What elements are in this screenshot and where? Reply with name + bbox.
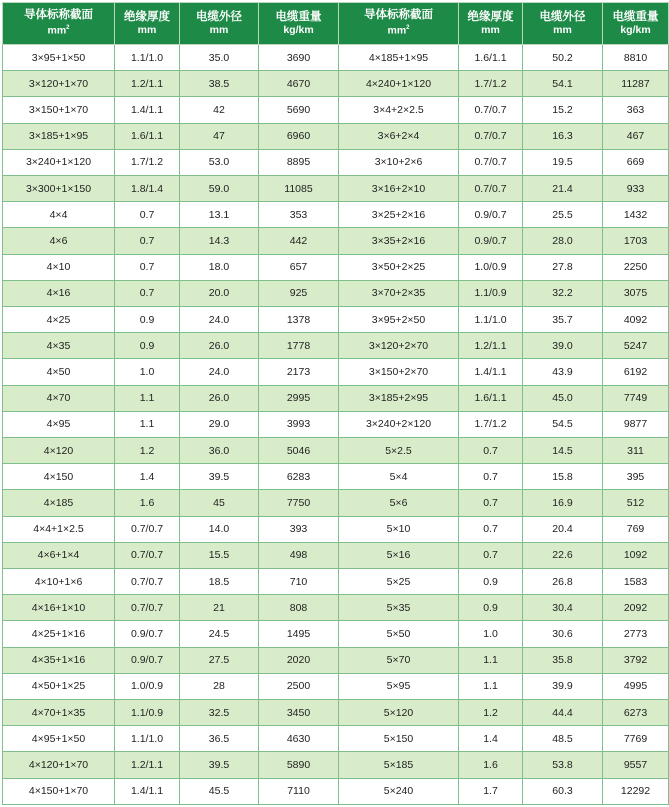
table-cell: 3×150+1×70 [3, 97, 115, 123]
table-cell: 1778 [259, 333, 339, 359]
table-cell: 4×25 [3, 307, 115, 333]
table-row [3, 726, 669, 752]
table-cell: 0.7/0.7 [115, 516, 180, 542]
table-cell: 4×95+1×50 [3, 726, 115, 752]
table-cell: 44.4 [523, 700, 603, 726]
table-cell: 1378 [259, 307, 339, 333]
table-row [3, 71, 669, 97]
column-unit [341, 22, 456, 38]
table-cell: 12292 [603, 778, 669, 804]
table-cell: 9557 [603, 752, 669, 778]
table-cell: 26.0 [180, 385, 259, 411]
table-cell: 4×16+1×10 [3, 595, 115, 621]
table-cell: 363 [603, 97, 669, 123]
table-cell: 45.5 [180, 778, 259, 804]
table-cell: 5890 [259, 752, 339, 778]
table-cell: 808 [259, 595, 339, 621]
column-unit-text: mm [47, 24, 67, 37]
table-cell: 5×4 [339, 464, 459, 490]
table-cell: 30.6 [523, 621, 603, 647]
table-cell: 3993 [259, 411, 339, 437]
table-cell: 1.1/1.0 [459, 307, 523, 333]
table-cell: 5×16 [339, 542, 459, 568]
table-cell: 3450 [259, 700, 339, 726]
table-cell: 3792 [603, 647, 669, 673]
table-cell: 0.7 [459, 464, 523, 490]
table-cell: 933 [603, 176, 669, 202]
table-cell: 3×50+2×25 [339, 254, 459, 280]
table-cell: 467 [603, 123, 669, 149]
column-unit [5, 22, 112, 38]
table-cell: 7749 [603, 385, 669, 411]
table-cell: 38.5 [180, 71, 259, 97]
table-cell: 1.4 [115, 464, 180, 490]
cable-spec-table [2, 2, 669, 805]
table-cell: 1.7/1.2 [459, 71, 523, 97]
conductor-section-header-left [3, 3, 115, 45]
column-title: 电缆重量 [275, 10, 322, 23]
table-row [3, 647, 669, 673]
table-cell: 1092 [603, 542, 669, 568]
table-cell: 21.4 [523, 176, 603, 202]
table-cell: 26.0 [180, 333, 259, 359]
table-cell: 42 [180, 97, 259, 123]
table-cell: 30.4 [523, 595, 603, 621]
table-cell: 0.7/0.7 [459, 149, 523, 175]
column-unit [182, 24, 256, 37]
table-cell: 22.6 [523, 542, 603, 568]
column-title: 电缆重量 [612, 10, 659, 23]
table-cell: 1432 [603, 202, 669, 228]
table-cell: 3075 [603, 280, 669, 306]
table-cell: 1.1/0.9 [115, 700, 180, 726]
table-cell: 1.6/1.1 [459, 385, 523, 411]
table-cell: 4630 [259, 726, 339, 752]
table-cell: 6283 [259, 464, 339, 490]
table-cell: 1.2/1.1 [115, 71, 180, 97]
table-cell: 3×120+2×70 [339, 333, 459, 359]
table-cell: 4×240+1×120 [339, 71, 459, 97]
table-cell: 0.7/0.7 [115, 595, 180, 621]
table-cell: 47 [180, 123, 259, 149]
table-cell: 1.4/1.1 [115, 778, 180, 804]
table-cell: 11085 [259, 176, 339, 202]
table-cell: 8895 [259, 149, 339, 175]
table-cell: 0.7 [115, 280, 180, 306]
table-cell: 0.9 [115, 307, 180, 333]
table-cell: 1.7 [459, 778, 523, 804]
table-cell: 8810 [603, 45, 669, 71]
table-cell: 1.7/1.2 [115, 149, 180, 175]
table-cell: 18.0 [180, 254, 259, 280]
table-cell: 3690 [259, 45, 339, 71]
table-cell: 4×70+1×35 [3, 700, 115, 726]
table-cell: 5×70 [339, 647, 459, 673]
table-cell: 4×185 [3, 490, 115, 516]
cable-weight-header-right [603, 3, 669, 45]
table-row [3, 307, 669, 333]
column-unit-text: kg/km [283, 23, 314, 36]
table-cell: 1.8/1.4 [115, 176, 180, 202]
table-cell: 4995 [603, 673, 669, 699]
table-cell: 1.1 [115, 385, 180, 411]
table-cell: 14.3 [180, 228, 259, 254]
table-cell: 36.5 [180, 726, 259, 752]
table-cell: 4×70 [3, 385, 115, 411]
table-cell: 393 [259, 516, 339, 542]
table-cell: 7769 [603, 726, 669, 752]
table-cell: 4×50 [3, 359, 115, 385]
table-cell: 6960 [259, 123, 339, 149]
table-cell: 0.7 [115, 228, 180, 254]
table-cell: 32.5 [180, 700, 259, 726]
column-unit-text: mm [553, 23, 572, 36]
table-row [3, 569, 669, 595]
table-cell: 13.1 [180, 202, 259, 228]
table-row [3, 516, 669, 542]
table-cell: 353 [259, 202, 339, 228]
table-row [3, 438, 669, 464]
column-title: 导体标称截面 [364, 9, 433, 22]
column-unit [261, 24, 336, 37]
column-unit-text: mm [137, 23, 157, 36]
table-cell: 4×120+1×70 [3, 752, 115, 778]
table-cell: 32.2 [523, 280, 603, 306]
table-cell: 39.5 [180, 752, 259, 778]
table-cell: 4×50+1×25 [3, 673, 115, 699]
table-row [3, 411, 669, 437]
table-cell: 4×35+1×16 [3, 647, 115, 673]
table-cell: 3×240+1×120 [3, 149, 115, 175]
column-unit-superscript: 2 [66, 25, 70, 32]
table-cell: 36.0 [180, 438, 259, 464]
table-cell: 35.8 [523, 647, 603, 673]
column-unit [117, 24, 177, 37]
table-cell: 25.5 [523, 202, 603, 228]
table-cell: 395 [603, 464, 669, 490]
table-cell: 4×4+1×2.5 [3, 516, 115, 542]
column-unit [461, 24, 520, 37]
table-cell: 5×10 [339, 516, 459, 542]
table-row [3, 333, 669, 359]
table-cell: 3×185+1×95 [3, 123, 115, 149]
table-cell: 1.1/0.9 [459, 280, 523, 306]
table-cell: 3×16+2×10 [339, 176, 459, 202]
column-unit-text: mm [481, 23, 500, 36]
column-title: 绝缘厚度 [124, 10, 170, 23]
table-cell: 0.7 [459, 516, 523, 542]
table-cell: 5690 [259, 97, 339, 123]
table-cell: 3×4+2×2.5 [339, 97, 459, 123]
cable-diameter-header-left [180, 3, 259, 45]
table-cell: 5046 [259, 438, 339, 464]
table-cell: 35.0 [180, 45, 259, 71]
table-cell: 1.6 [459, 752, 523, 778]
table-cell: 1.0 [459, 621, 523, 647]
table-cell: 5×50 [339, 621, 459, 647]
column-title: 电缆外径 [196, 10, 242, 23]
table-cell: 4×6+1×4 [3, 542, 115, 568]
column-title: 绝缘厚度 [467, 10, 514, 23]
table-cell: 24.0 [180, 359, 259, 385]
table-cell: 27.5 [180, 647, 259, 673]
table-cell: 4×25+1×16 [3, 621, 115, 647]
table-cell: 26.8 [523, 569, 603, 595]
table-cell: 14.5 [523, 438, 603, 464]
table-cell: 6192 [603, 359, 669, 385]
table-cell: 1.6 [115, 490, 180, 516]
table-cell: 3×70+2×35 [339, 280, 459, 306]
table-cell: 1.0/0.9 [115, 673, 180, 699]
table-cell: 0.7/0.7 [115, 569, 180, 595]
table-cell: 1.7/1.2 [459, 411, 523, 437]
table-cell: 0.7 [459, 438, 523, 464]
table-cell: 1.4 [459, 726, 523, 752]
table-row [3, 778, 669, 804]
table-cell: 39.9 [523, 673, 603, 699]
column-unit [605, 24, 666, 37]
column-unit [525, 24, 600, 37]
table-cell: 19.5 [523, 149, 603, 175]
table-cell: 11287 [603, 71, 669, 97]
insulation-thickness-header-left [115, 3, 180, 45]
table-cell: 45.0 [523, 385, 603, 411]
table-cell: 5247 [603, 333, 669, 359]
table-cell: 3×95+1×50 [3, 45, 115, 71]
table-cell: 3×25+2×16 [339, 202, 459, 228]
table-cell: 0.9 [459, 569, 523, 595]
table-cell: 0.7 [115, 202, 180, 228]
table-cell: 5×185 [339, 752, 459, 778]
table-cell: 1.6/1.1 [459, 45, 523, 71]
table-cell: 60.3 [523, 778, 603, 804]
table-cell: 16.9 [523, 490, 603, 516]
table-cell: 4×16 [3, 280, 115, 306]
table-cell: 3×6+2×4 [339, 123, 459, 149]
table-cell: 5×120 [339, 700, 459, 726]
table-row [3, 464, 669, 490]
table-cell: 1.1 [115, 411, 180, 437]
table-cell: 0.7/0.7 [459, 176, 523, 202]
table-cell: 1495 [259, 621, 339, 647]
table-cell: 2020 [259, 647, 339, 673]
table-cell: 5×240 [339, 778, 459, 804]
table-cell: 0.7 [459, 542, 523, 568]
table-row [3, 97, 669, 123]
table-row [3, 202, 669, 228]
table-row [3, 149, 669, 175]
table-row [3, 595, 669, 621]
table-cell: 4×120 [3, 438, 115, 464]
table-cell: 5×25 [339, 569, 459, 595]
table-cell: 2250 [603, 254, 669, 280]
cable-diameter-header-right [523, 3, 603, 45]
column-unit-text: mm [387, 24, 407, 37]
table-cell: 4092 [603, 307, 669, 333]
table-cell: 2995 [259, 385, 339, 411]
table-cell: 1.2 [459, 700, 523, 726]
table-cell: 43.9 [523, 359, 603, 385]
table-row [3, 123, 669, 149]
table-cell: 4670 [259, 71, 339, 97]
table-cell: 48.5 [523, 726, 603, 752]
table-cell: 5×150 [339, 726, 459, 752]
table-cell: 5×35 [339, 595, 459, 621]
table-cell: 28.0 [523, 228, 603, 254]
column-unit-text: mm [209, 23, 229, 36]
table-cell: 20.4 [523, 516, 603, 542]
table-cell: 1.1 [459, 673, 523, 699]
table-cell: 3×95+2×50 [339, 307, 459, 333]
table-cell: 4×150 [3, 464, 115, 490]
table-cell: 1.0 [115, 359, 180, 385]
cable-weight-header-left [259, 3, 339, 45]
table-cell: 1.4/1.1 [459, 359, 523, 385]
table-cell: 925 [259, 280, 339, 306]
table-cell: 53.0 [180, 149, 259, 175]
table-cell: 657 [259, 254, 339, 280]
column-title: 电缆外径 [539, 10, 586, 23]
table-cell: 15.8 [523, 464, 603, 490]
table-row [3, 385, 669, 411]
table-cell: 2173 [259, 359, 339, 385]
table-cell: 24.0 [180, 307, 259, 333]
table-cell: 3×150+2×70 [339, 359, 459, 385]
table-cell: 1.2/1.1 [459, 333, 523, 359]
table-cell: 0.9/0.7 [459, 228, 523, 254]
table-cell: 4×4 [3, 202, 115, 228]
table-cell: 4×35 [3, 333, 115, 359]
column-unit-text: kg/km [620, 23, 651, 36]
table-cell: 0.7/0.7 [459, 97, 523, 123]
table-cell: 39.0 [523, 333, 603, 359]
table-row [3, 752, 669, 778]
table-cell: 14.0 [180, 516, 259, 542]
table-cell: 1.2/1.1 [115, 752, 180, 778]
table-cell: 45 [180, 490, 259, 516]
table-cell: 4×6 [3, 228, 115, 254]
table-row [3, 45, 669, 71]
table-cell: 710 [259, 569, 339, 595]
table-cell: 29.0 [180, 411, 259, 437]
table-cell: 1.6/1.1 [115, 123, 180, 149]
table-row [3, 490, 669, 516]
column-title: 导体标称截面 [24, 9, 93, 22]
table-cell: 7110 [259, 778, 339, 804]
table-cell: 3×35+2×16 [339, 228, 459, 254]
table-row [3, 542, 669, 568]
table-cell: 0.9 [459, 595, 523, 621]
table-row [3, 673, 669, 699]
table-cell: 27.8 [523, 254, 603, 280]
table-cell: 2500 [259, 673, 339, 699]
table-cell: 15.5 [180, 542, 259, 568]
table-row [3, 254, 669, 280]
table-cell: 1.4/1.1 [115, 97, 180, 123]
table-row [3, 359, 669, 385]
table-cell: 18.5 [180, 569, 259, 595]
table-cell: 3×300+1×150 [3, 176, 115, 202]
table-cell: 59.0 [180, 176, 259, 202]
table-cell: 1.1/1.0 [115, 45, 180, 71]
table-cell: 2092 [603, 595, 669, 621]
table-cell: 4×10 [3, 254, 115, 280]
table-cell: 0.7 [459, 490, 523, 516]
table-cell: 24.5 [180, 621, 259, 647]
table-row [3, 621, 669, 647]
table-cell: 4×150+1×70 [3, 778, 115, 804]
table-cell: 50.2 [523, 45, 603, 71]
table-cell: 53.8 [523, 752, 603, 778]
table-cell: 15.2 [523, 97, 603, 123]
table-cell: 39.5 [180, 464, 259, 490]
table-cell: 0.7/0.7 [115, 542, 180, 568]
table-cell: 1583 [603, 569, 669, 595]
table-cell: 5×95 [339, 673, 459, 699]
table-row [3, 228, 669, 254]
insulation-thickness-header-right [459, 3, 523, 45]
table-cell: 54.1 [523, 71, 603, 97]
table-cell: 16.3 [523, 123, 603, 149]
table-cell: 2773 [603, 621, 669, 647]
table-cell: 1.2 [115, 438, 180, 464]
table-cell: 498 [259, 542, 339, 568]
table-cell: 1.1/1.0 [115, 726, 180, 752]
table-cell: 6273 [603, 700, 669, 726]
table-cell: 1.0/0.9 [459, 254, 523, 280]
table-cell: 4×95 [3, 411, 115, 437]
table-cell: 54.5 [523, 411, 603, 437]
table-cell: 669 [603, 149, 669, 175]
table-cell: 3×10+2×6 [339, 149, 459, 175]
table-cell: 5×2.5 [339, 438, 459, 464]
table-cell: 4×10+1×6 [3, 569, 115, 595]
column-unit-superscript: 2 [406, 25, 410, 32]
table-row [3, 280, 669, 306]
table-row [3, 700, 669, 726]
table-cell: 21 [180, 595, 259, 621]
table-cell: 0.9/0.7 [115, 621, 180, 647]
table-cell: 20.0 [180, 280, 259, 306]
table-cell: 5×6 [339, 490, 459, 516]
table-cell: 0.9/0.7 [459, 202, 523, 228]
table-row [3, 176, 669, 202]
table-cell: 1703 [603, 228, 669, 254]
conductor-section-header-right [339, 3, 459, 45]
table-cell: 442 [259, 228, 339, 254]
table-cell: 9877 [603, 411, 669, 437]
table-cell: 0.7/0.7 [459, 123, 523, 149]
table-cell: 3×185+2×95 [339, 385, 459, 411]
table-cell: 512 [603, 490, 669, 516]
table-cell: 7750 [259, 490, 339, 516]
table-cell: 4×185+1×95 [339, 45, 459, 71]
table-cell: 1.1 [459, 647, 523, 673]
table-header-row [3, 3, 669, 45]
table-cell: 3×240+2×120 [339, 411, 459, 437]
table-cell: 3×120+1×70 [3, 71, 115, 97]
table-cell: 311 [603, 438, 669, 464]
table-cell: 0.9 [115, 333, 180, 359]
table-body [3, 45, 669, 805]
table-cell: 0.7 [115, 254, 180, 280]
table-cell: 28 [180, 673, 259, 699]
table-cell: 769 [603, 516, 669, 542]
table-cell: 35.7 [523, 307, 603, 333]
table-cell: 0.9/0.7 [115, 647, 180, 673]
